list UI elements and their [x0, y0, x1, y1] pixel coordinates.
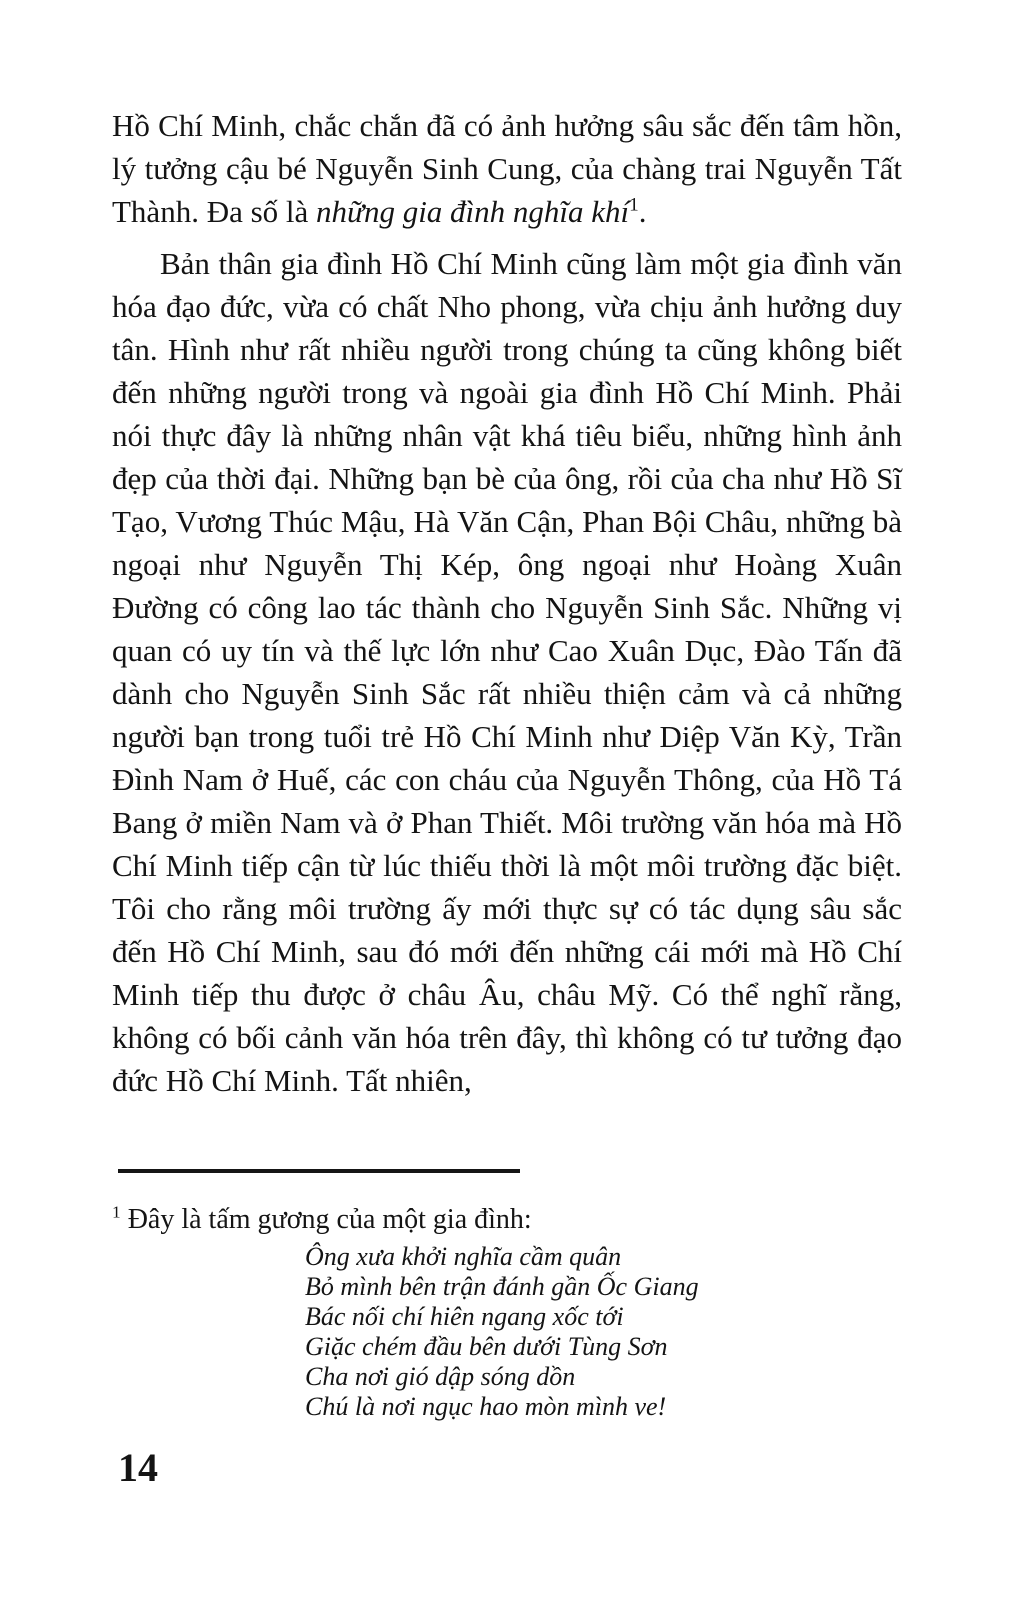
- poem-line: Chú là nơi ngục hao mòn mình ve!: [305, 1392, 667, 1421]
- poem: [305, 1242, 902, 1422]
- poem-line: Giặc chém đầu bên dưới Tùng Sơn: [305, 1332, 668, 1361]
- footnote-block: [112, 1169, 902, 1422]
- footnote-text: [112, 1203, 902, 1237]
- paragraph-continuation: [112, 104, 902, 233]
- paragraph-text: Hồ Chí Minh, chắc chắn đã có ảnh hưởng sâu sắc đến tâm hồn, lý tưởng cậu bé Nguyễn Sinh Cung, của chàng trai Nguyễn Tất Thành. Đa số là: [112, 108, 902, 229]
- poem-line: Bỏ mình bên trận đánh gần Ốc Giang: [305, 1272, 699, 1301]
- footnote-reference: 1: [629, 194, 639, 216]
- body-text: [112, 104, 902, 1102]
- poem-line: Bác nối chí hiên ngang xốc tới: [305, 1302, 624, 1331]
- footnote-separator: [118, 1169, 520, 1173]
- footnote-marker: 1: [112, 1202, 121, 1222]
- footnote-intro: Đây là tấm gương của một gia đình:: [120, 1204, 532, 1235]
- paragraph-main: Bản thân gia đình Hồ Chí Minh cũng làm một gia đình văn hóa đạo đức, vừa có chất Nho phong, vừa chịu ảnh hưởng duy tân. Hình như rất nhiều người trong chúng ta cũng không biết đến những người trong và ngoài gia đình Hồ Chí Minh. Phải nói thực đây là những nhân vật khá tiêu biểu, những hình ảnh đẹp của thời đại. Những bạn bè của ông, rồi của cha như Hồ Sĩ Tạo, Vương Thúc Mậu, Hà Văn Cận, Phan Bội Châu, những bà ngoại như Nguyễn Thị Kép, ông ngoại như Hoàng Xuân Đường có công lao tác thành cho Nguyễn Sinh Sắc. Những vị quan có uy tín và thế lực lớn như Cao Xuân Dục, Đào Tấn đã dành cho Nguyễn Sinh Sắc rất nhiều thiện cảm và cả những người bạn trong tuổi trẻ Hồ Chí Minh như Diệp Văn Kỳ, Trần Đình Nam ở Huế, các con cháu của Nguyễn Thông, của Hồ Tá Bang ở miền Nam và ở Phan Thiết. Môi trường văn hóa mà Hồ Chí Minh tiếp cận từ lúc thiếu thời là một môi trường đặc biệt. Tôi cho rằng môi trường ấy mới thực sự có tác dụng sâu sắc đến Hồ Chí Minh, sau đó mới đến những cái mới mà Hồ Chí Minh tiếp thu được ở châu Âu, châu Mỹ. Có thể nghĩ rằng, không có bối cảnh văn hóa trên đây, thì không có tư tưởng đạo đức Hồ Chí Minh. Tất nhiên,: [112, 246, 902, 1098]
- paragraph-closing: .: [638, 194, 647, 229]
- poem-line: Cha nơi gió dập sóng dồn: [305, 1362, 576, 1391]
- poem-line: Ông xưa khởi nghĩa cầm quân: [305, 1242, 622, 1271]
- page-number: 14: [118, 1445, 158, 1490]
- italic-phrase: những gia đình nghĩa khí: [316, 194, 630, 229]
